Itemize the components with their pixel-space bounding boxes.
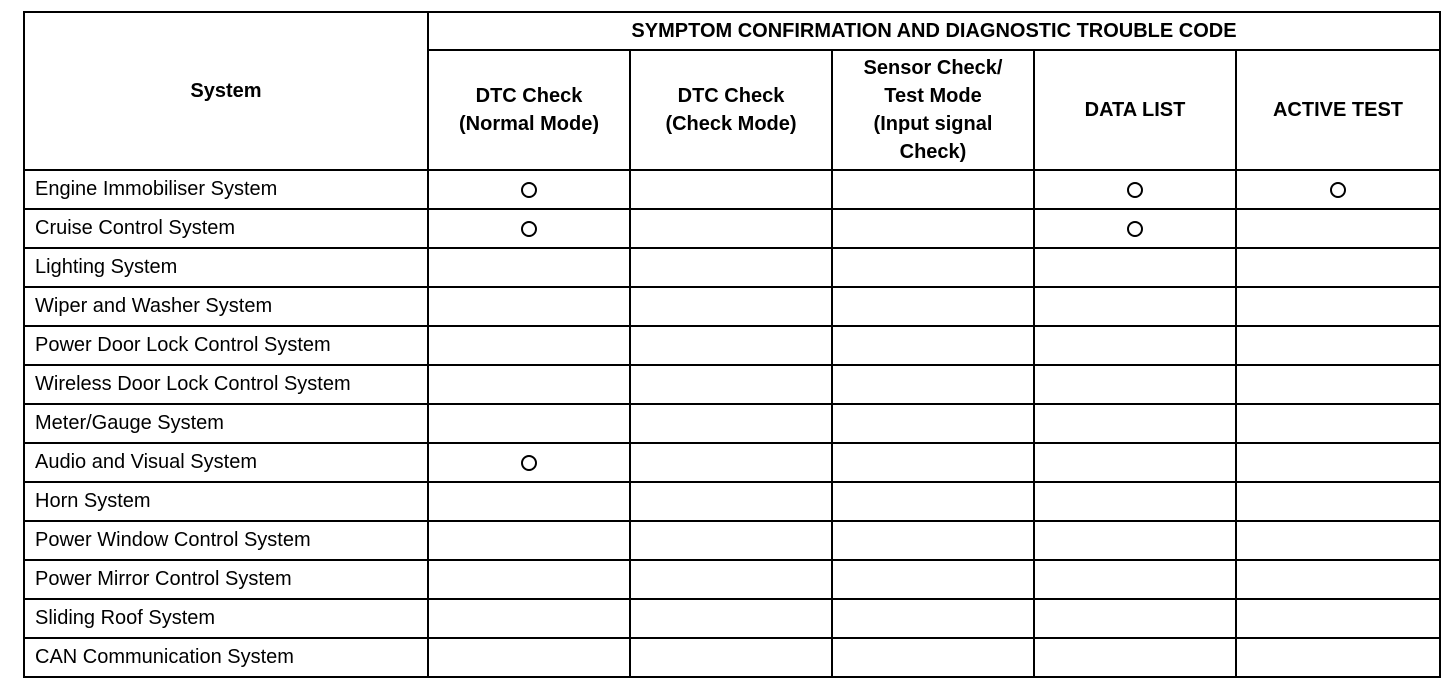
column-header: DTC Check (Check Mode): [630, 50, 832, 170]
support-cell: [1236, 521, 1440, 560]
support-cell: [1034, 287, 1236, 326]
support-cell: [428, 443, 630, 482]
table-row: [24, 599, 1440, 638]
support-cell: [832, 170, 1034, 209]
table-row: [24, 560, 1440, 599]
table-row: [24, 326, 1440, 365]
support-cell: [1034, 365, 1236, 404]
support-cell: [630, 443, 832, 482]
support-cell: [1236, 599, 1440, 638]
support-cell: [428, 599, 630, 638]
table-row: [24, 638, 1440, 677]
support-cell: [428, 638, 630, 677]
support-cell: [1034, 248, 1236, 287]
support-cell: [832, 209, 1034, 248]
support-cell: [1034, 482, 1236, 521]
system-name-cell: Audio and Visual System: [24, 443, 428, 482]
system-name-cell: Horn System: [24, 482, 428, 521]
support-cell: [630, 287, 832, 326]
support-cell: [630, 248, 832, 287]
support-cell: [1034, 209, 1236, 248]
support-cell: [630, 638, 832, 677]
table-row: [24, 209, 1440, 248]
support-cell: [1034, 638, 1236, 677]
table-row: [24, 404, 1440, 443]
system-column-header: System: [24, 12, 428, 170]
system-name-cell: Wiper and Washer System: [24, 287, 428, 326]
system-name-cell: Sliding Roof System: [24, 599, 428, 638]
support-cell: [630, 326, 832, 365]
group-header: SYMPTOM CONFIRMATION AND DIAGNOSTIC TROUBLE CODE: [428, 12, 1440, 50]
circle-icon: [1330, 182, 1346, 198]
support-cell: [630, 170, 832, 209]
support-cell: [832, 560, 1034, 599]
support-cell: [630, 404, 832, 443]
support-cell: [1236, 209, 1440, 248]
table-row: [24, 248, 1440, 287]
circle-icon: [521, 455, 537, 471]
table-row: [24, 287, 1440, 326]
system-name-cell: Power Window Control System: [24, 521, 428, 560]
support-cell: [630, 209, 832, 248]
support-cell: [428, 209, 630, 248]
support-cell: [630, 599, 832, 638]
column-header: DATA LIST: [1034, 50, 1236, 170]
table-row: [24, 521, 1440, 560]
support-cell: [428, 365, 630, 404]
support-cell: [832, 326, 1034, 365]
support-cell: [1236, 248, 1440, 287]
support-cell: [1236, 404, 1440, 443]
support-cell: [630, 365, 832, 404]
circle-icon: [521, 221, 537, 237]
system-name-cell: Engine Immobiliser System: [24, 170, 428, 209]
support-cell: [428, 560, 630, 599]
support-cell: [832, 248, 1034, 287]
support-cell: [1034, 443, 1236, 482]
table-row: [24, 365, 1440, 404]
support-cell: [428, 287, 630, 326]
support-cell: [1034, 326, 1236, 365]
table-row: [24, 482, 1440, 521]
support-cell: [832, 404, 1034, 443]
support-cell: [832, 287, 1034, 326]
circle-icon: [1127, 182, 1143, 198]
support-cell: [1034, 170, 1236, 209]
support-cell: [428, 248, 630, 287]
support-cell: [832, 521, 1034, 560]
support-cell: [428, 521, 630, 560]
support-cell: [1236, 482, 1440, 521]
circle-icon: [521, 182, 537, 198]
support-cell: [1236, 287, 1440, 326]
support-cell: [630, 482, 832, 521]
support-cell: [1034, 521, 1236, 560]
support-cell: [1236, 443, 1440, 482]
system-name-cell: Lighting System: [24, 248, 428, 287]
support-cell: [428, 482, 630, 521]
support-cell: [1236, 560, 1440, 599]
support-cell: [1034, 560, 1236, 599]
table-row: [24, 170, 1440, 209]
support-cell: [1236, 638, 1440, 677]
support-cell: [630, 521, 832, 560]
support-cell: [1034, 404, 1236, 443]
support-cell: [1236, 326, 1440, 365]
support-cell: [630, 560, 832, 599]
support-cell: [832, 638, 1034, 677]
column-header: ACTIVE TEST: [1236, 50, 1440, 170]
support-cell: [832, 599, 1034, 638]
circle-icon: [1127, 221, 1143, 237]
column-header: DTC Check (Normal Mode): [428, 50, 630, 170]
support-cell: [428, 170, 630, 209]
support-cell: [428, 404, 630, 443]
support-cell: [832, 365, 1034, 404]
column-header: Sensor Check/ Test Mode (Input signal Check): [832, 50, 1034, 170]
table-row: [24, 443, 1440, 482]
system-name-cell: Power Mirror Control System: [24, 560, 428, 599]
system-name-cell: Meter/Gauge System: [24, 404, 428, 443]
system-name-cell: Power Door Lock Control System: [24, 326, 428, 365]
support-cell: [1236, 365, 1440, 404]
system-name-cell: CAN Communication System: [24, 638, 428, 677]
system-name-cell: Cruise Control System: [24, 209, 428, 248]
support-cell: [832, 443, 1034, 482]
diagnostic-table-container: [23, 11, 1441, 678]
diagnostic-support-table: [23, 11, 1441, 678]
support-cell: [1034, 599, 1236, 638]
support-cell: [1236, 170, 1440, 209]
support-cell: [428, 326, 630, 365]
system-name-cell: Wireless Door Lock Control System: [24, 365, 428, 404]
support-cell: [832, 482, 1034, 521]
